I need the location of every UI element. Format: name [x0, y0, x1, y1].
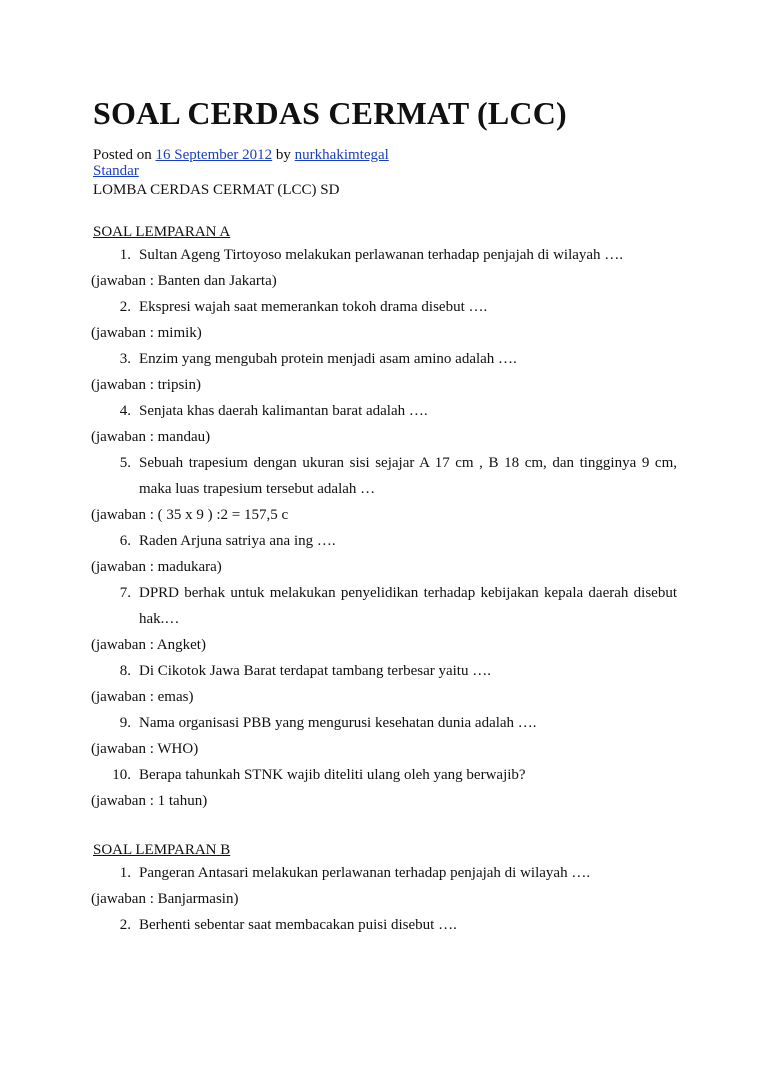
category — [93, 163, 677, 179]
question-item — [93, 912, 677, 938]
answer-text: (jawaban : madukara) — [91, 559, 222, 575]
question-text: Raden Arjuna satriya ana ing …. — [139, 533, 336, 549]
section-heading-a: SOAL LEMPARAN A — [93, 224, 231, 240]
by-label: by — [275, 147, 291, 163]
question-item — [93, 658, 677, 684]
document-page — [93, 94, 677, 938]
question-item — [93, 242, 677, 268]
question-number: 9. — [119, 715, 131, 731]
question-number: 10. — [112, 767, 131, 783]
question-text: Berhenti sebentar saat membacakan puisi disebut …. — [139, 917, 457, 933]
post-meta — [93, 147, 677, 163]
answer-text: (jawaban : Banten dan Jakarta) — [91, 273, 277, 289]
question-item — [93, 762, 677, 788]
post-title: SOAL CERDAS CERMAT (LCC) — [93, 95, 567, 131]
answer-text: (jawaban : Banjarmasin) — [91, 891, 239, 907]
question-item — [93, 294, 677, 320]
post-date-link[interactable]: 16 September 2012 — [155, 147, 273, 163]
question-text: Di Cikotok Jawa Barat terdapat tambang terbesar yaitu …. — [139, 663, 491, 679]
answer-text: (jawaban : mandau) — [91, 429, 211, 445]
answer-text: (jawaban : emas) — [91, 689, 194, 705]
question-number: 1. — [119, 865, 131, 881]
question-text: Senjata khas daerah kalimantan barat adalah …. — [139, 403, 428, 419]
question-item — [93, 580, 677, 632]
question-number: 4. — [119, 403, 131, 419]
question-text: DPRD berhak untuk melakukan penyelidikan terhadap kebijakan kepala daerah disebut hak.… — [139, 585, 677, 627]
answer-text: (jawaban : tripsin) — [91, 377, 201, 393]
question-number: 6. — [119, 533, 131, 549]
question-text: Sultan Ageng Tirtoyoso melakukan perlawanan terhadap penjajah di wilayah …. — [139, 247, 624, 263]
question-item — [93, 860, 677, 886]
question-text: Berapa tahunkah STNK wajib diteliti ulang oleh yang berwajib? — [139, 767, 526, 783]
question-number: 2. — [119, 299, 131, 315]
question-number: 3. — [119, 351, 131, 367]
question-item — [93, 398, 677, 424]
posted-on-label: Posted on — [93, 147, 152, 163]
question-number: 8. — [119, 663, 131, 679]
author-link[interactable]: nurkhakimtegal — [294, 147, 389, 163]
answer-text: (jawaban : mimik) — [91, 325, 202, 341]
answer-text: (jawaban : WHO) — [91, 741, 199, 757]
question-number: 7. — [119, 585, 131, 601]
question-item — [93, 450, 677, 502]
question-text: Nama organisasi PBB yang mengurusi kesehatan dunia adalah …. — [139, 715, 537, 731]
answer-text: (jawaban : 1 tahun) — [91, 793, 208, 809]
answer-text: (jawaban : ( 35 x 9 ) :2 = 157,5 c — [91, 507, 289, 523]
question-item — [93, 528, 677, 554]
question-number: 5. — [119, 455, 131, 471]
section-heading-b: SOAL LEMPARAN B — [93, 842, 231, 858]
question-item — [93, 346, 677, 372]
question-item — [93, 710, 677, 736]
question-number: 1. — [119, 247, 131, 263]
question-text: Ekspresi wajah saat memerankan tokoh drama disebut …. — [139, 299, 488, 315]
category-link[interactable]: Standar — [93, 163, 139, 179]
answer-text: (jawaban : Angket) — [91, 637, 206, 653]
question-text: Pangeran Antasari melakukan perlawanan terhadap penjajah di wilayah …. — [139, 865, 591, 881]
question-text: Sebuah trapesium dengan ukuran sisi sejajar A 17 cm , B 18 cm, dan tingginya 9 cm, maka luas trapesium tersebut adalah … — [139, 455, 677, 497]
question-text: Enzim yang mengubah protein menjadi asam amino adalah …. — [139, 351, 517, 367]
post-subtitle: LOMBA CERDAS CERMAT (LCC) SD — [93, 182, 340, 198]
question-number: 2. — [119, 917, 131, 933]
